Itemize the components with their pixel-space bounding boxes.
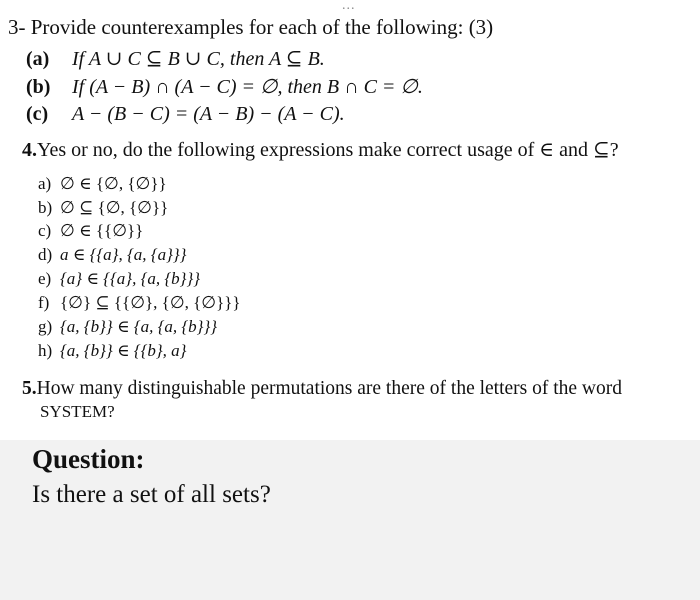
q5-text-line-1: How many distinguishable permutations are there of the letters of the word	[36, 378, 623, 399]
q4-item-g-text: {a, {b}} ∈ {a, {a, {b}}}	[60, 317, 218, 336]
q3-part-b-text: If (A − B) ∩ (A − C) = ∅, then B ∩ C = ∅.	[72, 76, 423, 98]
q4-item-b-label: b)	[38, 198, 53, 217]
q4-item-d-label: d)	[38, 245, 53, 264]
q4-item-h	[38, 342, 186, 359]
q4-item-e-text: {a} ∈ {{a}, {a, {b}}}	[60, 269, 201, 288]
q4-item-d	[38, 246, 186, 263]
q5-line-2: SYSTEM?	[40, 402, 115, 421]
q4-item-d-text: a ∈ {{a}, {a, {a}}}	[60, 245, 187, 264]
q4-item-b-text: ∅ ⊆ {∅, {∅}}	[60, 198, 169, 217]
q3-part-a-text: If A ∪ C ⊆ B ∪ C, then A ⊆ B.	[72, 48, 325, 70]
q3-part-b	[26, 77, 423, 97]
q4-item-c-text: ∅ ∈ {{∅}}	[60, 221, 144, 240]
q3-part-c-label: (c)	[26, 103, 49, 125]
q4-item-e-label: e)	[38, 269, 52, 288]
q3-part-a-label: (a)	[26, 48, 50, 70]
q3-part-c-text: A − (B − C) = (A − B) − (A − C).	[72, 103, 345, 125]
q4-item-e	[38, 270, 200, 287]
q4-item-g-label: g)	[38, 317, 53, 336]
q4-item-g	[38, 318, 217, 335]
q5-line-1	[22, 379, 622, 399]
q3-part-a	[26, 49, 325, 69]
q4-item-f	[38, 294, 241, 311]
q4-item-a-text: ∅ ∈ {∅, {∅}}	[60, 174, 167, 193]
q5-number: 5.	[22, 378, 37, 399]
q4-number: 4.	[22, 139, 37, 161]
q3-part-c	[26, 104, 345, 124]
q3-title: 3- Provide counterexamples for each of the following: (3)	[8, 15, 494, 39]
q4-item-b	[38, 199, 168, 216]
q4-item-h-text: {a, {b}} ∈ {{b}, a}	[60, 341, 187, 360]
q4-item-f-text: {∅} ⊆ {{∅}, {∅, {∅}}}	[60, 293, 241, 312]
q4-item-c	[38, 222, 143, 239]
q4-item-a	[38, 175, 167, 192]
q4-title-line	[22, 140, 619, 160]
more-options-icon[interactable]: ...	[342, 0, 356, 13]
question-text: Is there a set of all sets?	[32, 481, 271, 508]
q4-item-f-label: f)	[38, 293, 50, 312]
q3-part-b-label: (b)	[26, 76, 51, 98]
q4-title: Yes or no, do the following expressions make correct usage of ∈ and ⊆?	[37, 139, 619, 161]
q4-item-a-label: a)	[38, 174, 52, 193]
q4-item-h-label: h)	[38, 341, 53, 360]
question-title: Question:	[32, 444, 145, 474]
q4-item-c-label: c)	[38, 221, 52, 240]
